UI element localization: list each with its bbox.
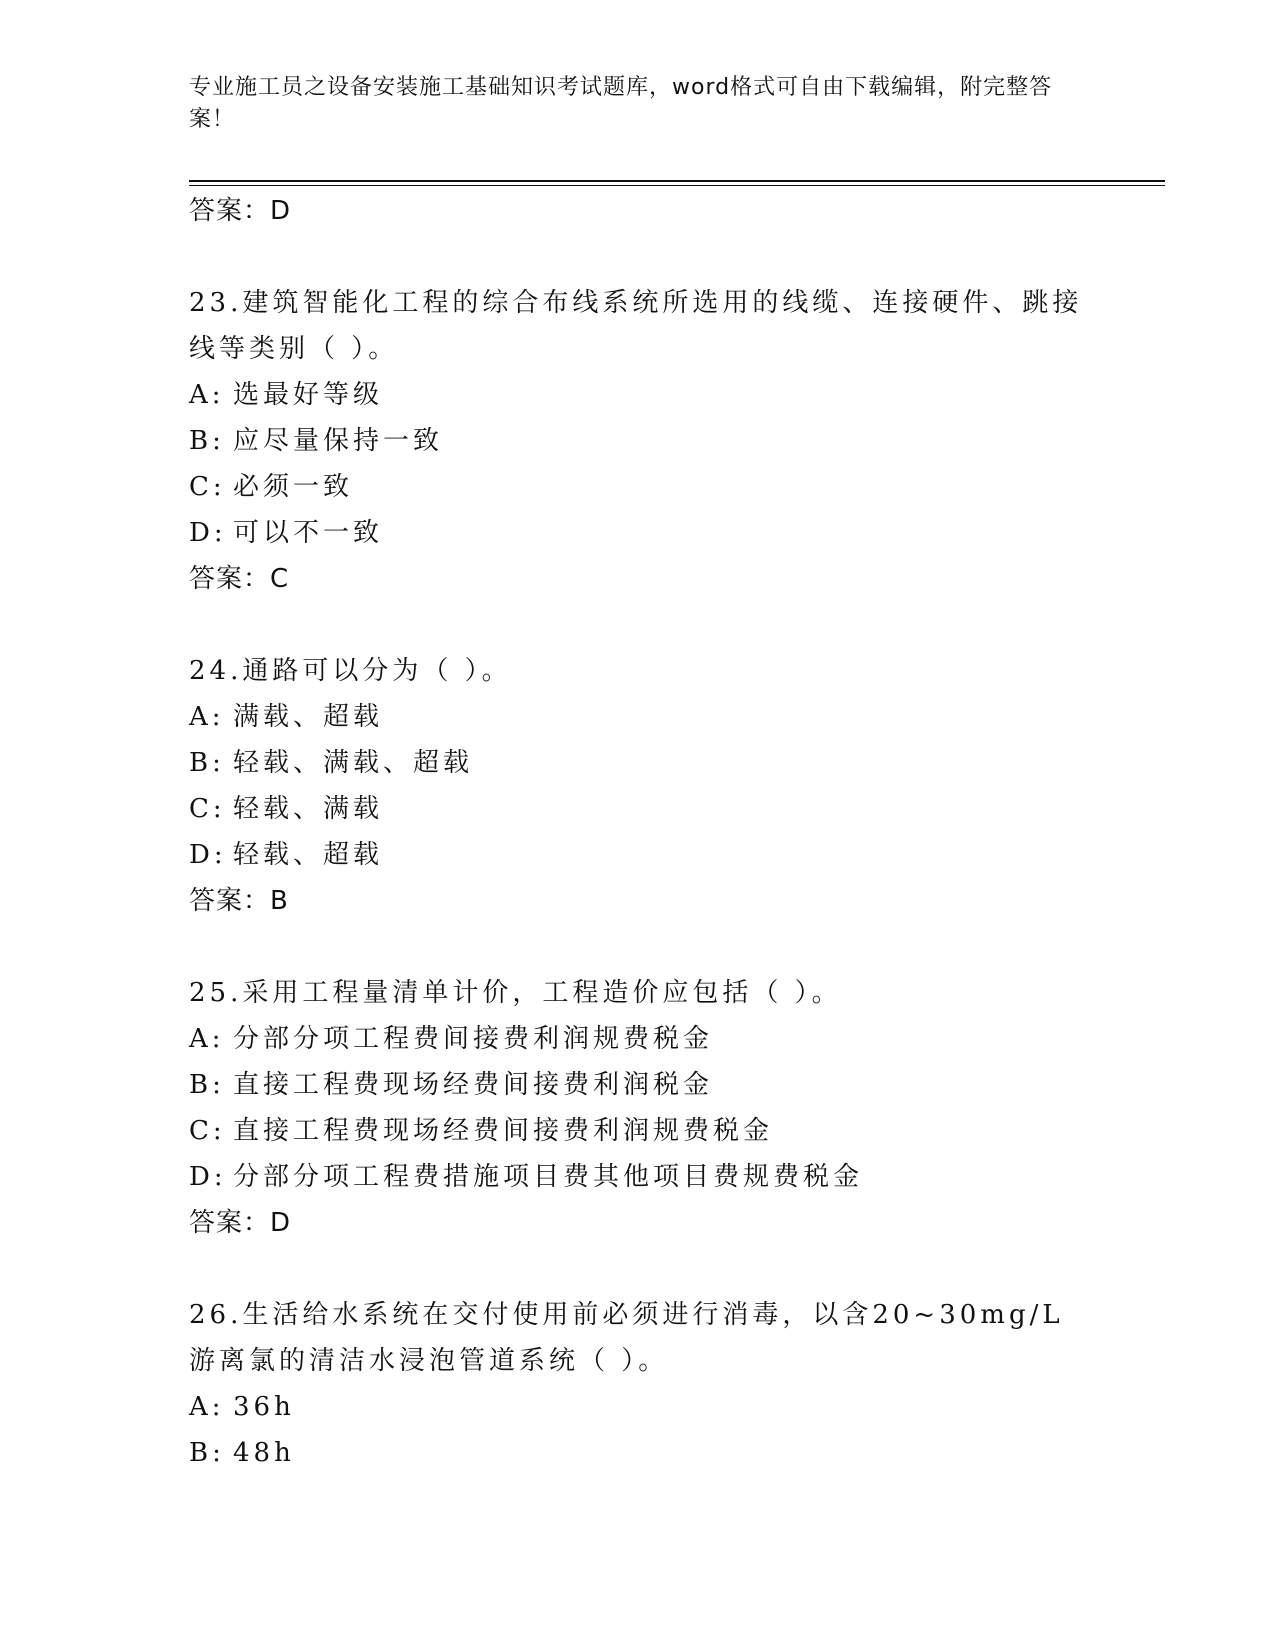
option-text: 必须一致 (233, 472, 354, 502)
option-text: 满载、超载 (233, 702, 384, 732)
option-a (189, 1016, 1089, 1062)
option-c (189, 464, 1089, 510)
header-divider (189, 180, 1165, 182)
option-d (189, 832, 1089, 878)
option-letter: A: (189, 1024, 225, 1054)
option-letter: A: (189, 702, 225, 732)
option-c (189, 1108, 1089, 1154)
option-letter: B: (189, 1438, 225, 1468)
option-a (189, 1384, 1089, 1430)
option-letter: A: (189, 380, 225, 410)
question-text: 26.生活给水系统在交付使用前必须进行消毒，以含20~30mg/L游离氯的清洁水浸泡管道系统（ ）。 (189, 1300, 1064, 1376)
option-letter: B: (189, 1070, 225, 1100)
option-text: 轻载、满载 (233, 794, 384, 824)
option-d (189, 510, 1089, 556)
question-text: 24.通路可以分为（ ）。 (189, 656, 512, 686)
option-a (189, 372, 1089, 418)
question-item (189, 970, 1089, 1246)
option-text: 48h (233, 1438, 295, 1468)
option-b (189, 1430, 1089, 1476)
question-item (189, 280, 1089, 602)
option-b (189, 418, 1089, 464)
option-text: 分部分项工程费措施项目费其他项目费规费税金 (233, 1162, 864, 1192)
option-a (189, 694, 1089, 740)
option-letter: D: (189, 518, 227, 548)
option-letter: B: (189, 426, 225, 456)
question-item (189, 1292, 1089, 1476)
option-b (189, 740, 1089, 786)
question-item (189, 648, 1089, 924)
question-list (189, 188, 1089, 1522)
option-text: 36h (233, 1392, 295, 1422)
answer-line: 答案：C (189, 564, 290, 594)
option-letter: D: (189, 1162, 227, 1192)
option-text: 直接工程费现场经费间接费利润税金 (233, 1070, 714, 1100)
question-text: 25.采用工程量清单计价，工程造价应包括（ ）。 (189, 978, 842, 1008)
option-letter: A: (189, 1392, 225, 1422)
option-text: 轻载、超载 (233, 840, 384, 870)
header-text: 专业施工员之设备安装施工基础知识考试题库，word格式可自由下载编辑，附完整答案！ (189, 75, 1053, 132)
option-text: 应尽量保持一致 (233, 426, 444, 456)
page-header (189, 72, 1089, 136)
answer-line: 答案：D (189, 196, 292, 226)
answer-line: 答案：B (189, 886, 289, 916)
option-text: 可以不一致 (233, 518, 384, 548)
option-text: 选最好等级 (233, 380, 384, 410)
question-text: 23.建筑智能化工程的综合布线系统所选用的线缆、连接硬件、跳接线等类别（ ）。 (189, 288, 1083, 364)
option-text: 直接工程费现场经费间接费利润规费税金 (233, 1116, 774, 1146)
option-c (189, 786, 1089, 832)
option-text: 轻载、满载、超载 (233, 748, 474, 778)
option-letter: C: (189, 472, 226, 502)
option-b (189, 1062, 1089, 1108)
option-letter: C: (189, 1116, 226, 1146)
answer-line: 答案：D (189, 1208, 292, 1238)
option-text: 分部分项工程费间接费利润规费税金 (233, 1024, 714, 1054)
option-letter: D: (189, 840, 227, 870)
option-d (189, 1154, 1089, 1200)
option-letter: C: (189, 794, 226, 824)
option-letter: B: (189, 748, 225, 778)
